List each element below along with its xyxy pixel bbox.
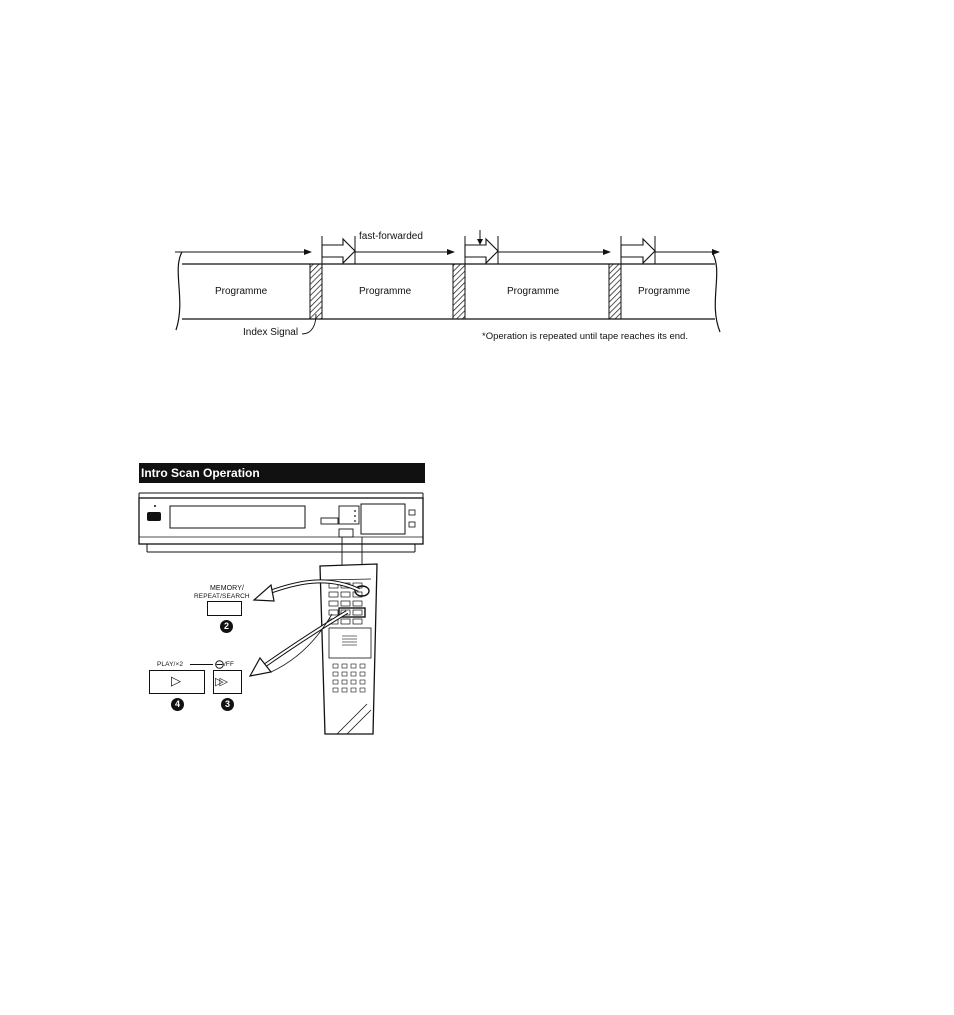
- index-signal-block: [453, 264, 465, 319]
- repeat-note: *Operation is repeated until tape reaches its end.: [482, 331, 688, 342]
- programme-label-2: Programme: [359, 286, 412, 297]
- step-2-badge: 2: [220, 620, 233, 633]
- fast-forward-arrow: [621, 239, 655, 263]
- play-label: PLAY/×2: [157, 661, 184, 668]
- index-signal-block: [310, 264, 322, 319]
- vcr-power-button: [147, 512, 161, 521]
- tape-left-end: [176, 252, 182, 330]
- play-button[interactable]: [149, 670, 205, 694]
- vcr-cassette-slot: [170, 506, 305, 528]
- index-signal-label: Index Signal: [243, 327, 299, 338]
- vcr-illustration: [137, 490, 425, 735]
- tape-diagram-drawing: [0, 0, 954, 400]
- fast-forward-arrow: [465, 239, 498, 263]
- fast-forwarded-label: fast-forwarded: [359, 231, 423, 242]
- ff-label: /FF: [224, 661, 235, 668]
- step-3-badge: 3: [221, 698, 234, 711]
- play-icon: ▷: [171, 674, 181, 689]
- fast-forward-button[interactable]: [213, 670, 242, 694]
- section-title-bar: [137, 463, 425, 483]
- section-title: Intro Scan Operation: [141, 466, 260, 480]
- fast-forward-arrow: [322, 239, 355, 263]
- programme-label-1: Programme: [215, 286, 268, 297]
- index-signal-block: [609, 264, 621, 319]
- vcr-display: [361, 504, 405, 534]
- ff-search-icon: [215, 660, 224, 669]
- remote-control: [320, 564, 377, 734]
- memory-repeat-search-button[interactable]: [207, 601, 242, 616]
- programme-label-4: Programme: [638, 286, 691, 297]
- programme-label-3: Programme: [507, 286, 560, 297]
- tape-diagram: [0, 0, 954, 400]
- memory-label-line2: REPEAT/SEARCH: [194, 593, 250, 600]
- fast-forward-icon: ▷▷: [215, 675, 224, 688]
- step-4-badge: 4: [171, 698, 184, 711]
- memory-label-line1: MEMORY/: [210, 585, 245, 592]
